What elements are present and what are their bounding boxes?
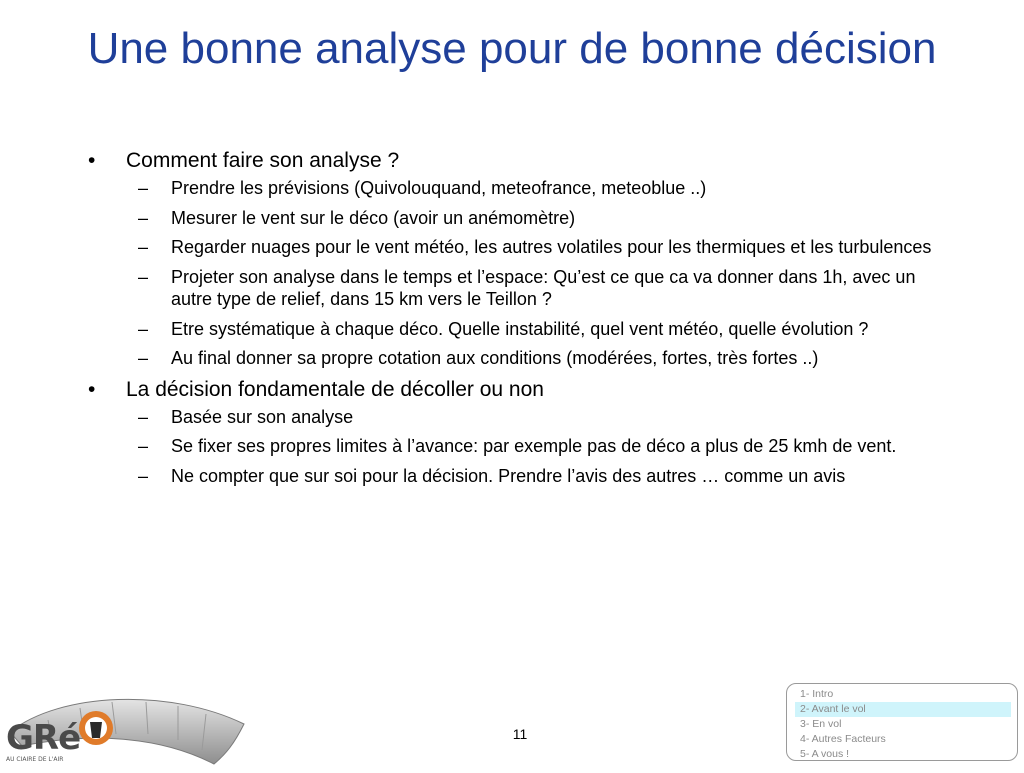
sub-list (88, 177, 948, 370)
sub-bullet-item (138, 266, 948, 311)
sub-bullet-item (138, 318, 948, 341)
bullet-item (88, 148, 948, 173)
logo-text: GRé (6, 718, 81, 758)
sub-bullet-text: Prendre les prévisions (Quivolouquand, meteofrance, meteoblue ..) (171, 178, 707, 198)
bullet-icon: • (88, 377, 96, 401)
sub-bullet-text: Regarder nuages pour le vent météo, les autres volatiles pour les thermiques et les turbulences (171, 237, 932, 257)
sub-bullet-item (138, 207, 948, 230)
dash-icon: – (138, 237, 149, 257)
page-number: 11 (512, 726, 528, 742)
sub-bullet-text: Basée sur son analyse (171, 406, 354, 427)
dash-icon: – (138, 318, 149, 339)
sub-list (88, 406, 948, 488)
dash-icon: – (138, 436, 149, 456)
dash-icon: – (138, 178, 149, 198)
sub-bullet-text: Projeter son analyse dans le temps et l’espace: Qu’est ce que ca va donner dans 1h, avec un autre type de relief, dans 15 km vers le Teillon ? (171, 266, 916, 309)
sub-bullet-item (138, 347, 948, 370)
logo-subtext: AU CIAIRE DE L'AIR (6, 756, 64, 763)
nav-item-a-vous[interactable]: 5- A vous ! (800, 748, 850, 760)
dash-icon: – (138, 266, 149, 287)
sub-bullet-item (138, 177, 948, 200)
slide-content (88, 148, 948, 494)
slide-title: Une bonne analyse pour de bonne décision (87, 24, 937, 73)
bullet-text: La décision fondamentale de décoller ou non (126, 377, 544, 401)
bullet-item (88, 377, 948, 402)
sub-bullet-item (138, 236, 948, 259)
sub-bullet-item (138, 435, 948, 458)
sub-bullet-text: Etre systématique à chaque déco. Quelle instabilité, quel vent météo, quelle évolution ? (171, 318, 869, 339)
bullet-text: Comment faire son analyse ? (126, 149, 400, 172)
sub-bullet-item (138, 406, 948, 429)
section-nav (786, 683, 1018, 761)
dash-icon: – (138, 406, 149, 427)
nav-item-en-vol[interactable]: 3- En vol (800, 718, 842, 730)
sub-bullet-text: Au final donner sa propre cotation aux conditions (modérées, fortes, très fortes ..) (171, 348, 819, 368)
nav-item-autres-facteurs[interactable]: 4- Autres Facteurs (800, 733, 886, 745)
sub-bullet-item (138, 465, 948, 488)
sub-bullet-text: Mesurer le vent sur le déco (avoir un anémomètre) (171, 207, 576, 228)
dash-icon: – (138, 465, 149, 486)
dash-icon: – (138, 348, 149, 368)
nav-item-avant-le-vol[interactable]: 2- Avant le vol (795, 702, 1011, 717)
gre-logo (0, 688, 250, 768)
bullet-icon: • (88, 149, 96, 172)
nav-item-intro[interactable]: 1- Intro (800, 688, 834, 700)
sub-bullet-text: Ne compter que sur soi pour la décision. Prendre l’avis des autres … comme un avis (171, 465, 846, 486)
sub-bullet-text: Se fixer ses propres limites à l’avance: par exemple pas de déco a plus de 25 kmh de vent. (171, 436, 897, 456)
dash-icon: – (138, 207, 149, 228)
